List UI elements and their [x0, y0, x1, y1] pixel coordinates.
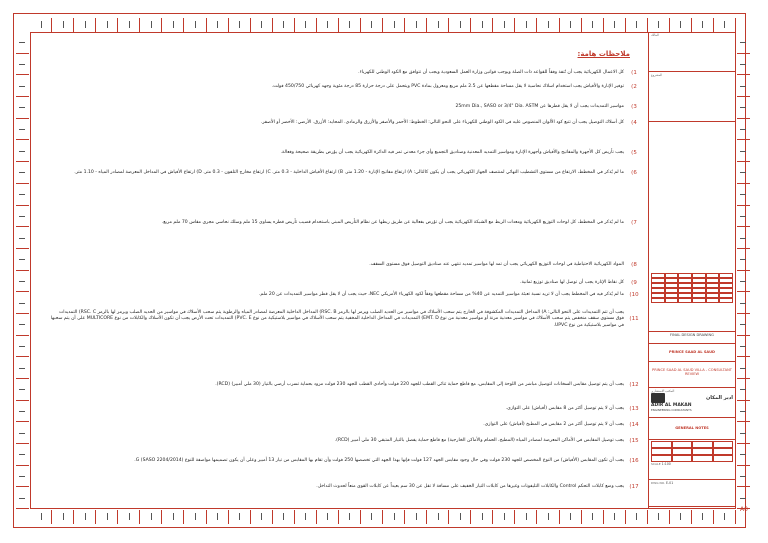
- general-notes: [40, 40, 640, 505]
- note-text: يجب توصيل المقابس في الأماكن المعرضة لمصادر المياه (المطبخ، الحمام والأماكن الخارجية) مع قاطع حماية يفصل بالتيار المتبقي 30 ملي أمبير (RCD).: [334, 438, 624, 443]
- note-item: [50, 292, 640, 298]
- note-number: 6): [631, 170, 637, 176]
- note-text: ما لم يُذكر فيه في المخطط يجب أن لا تزيد نسبة تعبئة مواسير التمديد عن 40% من مساحة مقطعها وفقاً لكود الكهرباء الأمريكي NEC، حيث يجب أن لا يقل قطر مواسير التمديدات عن 20 ملم.: [258, 292, 624, 297]
- note-item: [50, 310, 640, 329]
- sheet-number-label: DWG NO.: [651, 481, 665, 485]
- scale-cell: [649, 440, 735, 480]
- note-number: 1): [631, 70, 637, 76]
- note-text: يجب أن لا يتم توصيل أكثر من 2 مقابس في المطبخ (أفياش) على التوازي.: [483, 422, 624, 427]
- note-item: [50, 406, 640, 412]
- drawing-title: FINAL DESIGN DRAWING: [649, 332, 735, 344]
- note-text: يجب أن يتم توصيل مقابس السخانات لتوصيل مباشر من اللوحة إلى المقابس، مع قاطع حماية ثنائي القطب للجهد 220 فولت وأحادي القطب للجهد 230 فولت مزود بحماية تسرب أرضي بالتيار (30 ملي أمبير) (RCD).: [215, 382, 624, 387]
- note-text: كل الاعمال الكهربائية يجب أن تُنفذ وفقاً للقواعد ذات الصلة ويوجب قوانين وزارة العمل السعودية ويجب أن تتوافق مع الكود الوطني للكهرباء.: [358, 70, 624, 75]
- note-text: ما لم يُذكر في المخطط، الارتفاع من مستوى التشطيب النهائي لمنتصف الجهاز الكهربائي يجب أن يكون كالتالي: A) ارتفاع مفاتيح الإنارة - 1.20 متر. B) ارتفاع الأفياش الداخلية - 0.3 متر. C) ارتفاع مخارج التلفون - 0.3 متر. D) ارتفاع الأفياش في المداخل المعرضة لمصادر المياه - 1.10 متر.: [74, 170, 624, 175]
- note-text: توفير الإنارة والأفياش يجب استخدام اسلاك نحاسية لا يقل مساحة مقطعها عن 2.5 ملم مربع ومعزول بمادة PVC ويتحمل على درجة حرارة 85 درجة مئوية وجهد كهربائي 450/750 فولت.: [271, 84, 624, 89]
- note-number: 4): [631, 120, 637, 126]
- note-text: ما لم يُذكر في المخطط، كل لوحات التوزيع الكهربائية ومعدات الربط مع الشبكة الكهربائية يجب أن تؤرض بفعالية عن طريق ربطها عن نظام التأريض المبني باستخدام قضيب تأريض قطره يساوي 15 ملم وسلك نحاسي مجرى مقاس 70 ملم مربع.: [161, 220, 624, 225]
- note-text: يجب تأريض كل الأجهزة والمفاتيح والأفياش وأجهزة الإنارة ومواسير التمديد المعدنية وصناديق التجميع وأي جزء معدني تمر فيه الدائرة الكهربائية يجب أن يؤرض بطريقة صحيحة وفعالة.: [280, 150, 624, 155]
- sheet-title: GENERAL NOTES: [649, 418, 735, 440]
- note-item: [50, 262, 640, 268]
- project-cell: [649, 72, 735, 122]
- note-number: 3): [631, 104, 637, 110]
- note-number: 15): [629, 438, 639, 444]
- project-label: المشروع: [651, 73, 663, 77]
- note-text: يجب أن لا يتم توصيل أكثر من 8 مقابس (أفياش) على التوازي.: [505, 406, 624, 411]
- note-number: 2): [631, 84, 637, 90]
- left-ruler: [16, 32, 29, 509]
- note-item: [50, 84, 640, 90]
- note-text: مواسير التمديدات يجب أن لا يقل قطرها عن 25mm Dia., SASO or 3/4" Dia. ASTM: [455, 104, 624, 109]
- note-number: 14): [629, 422, 639, 428]
- consultant-cell: [649, 388, 735, 418]
- note-number: 7): [631, 220, 637, 226]
- scale-value: 1:100: [661, 462, 671, 466]
- owner-label: المالك: [651, 33, 659, 37]
- note-item: [50, 70, 640, 76]
- notes-title: ملاحظات هامة:: [577, 50, 630, 58]
- note-item: [50, 170, 640, 176]
- consultant-subtitle: ENGINEERING CONSULTANTS: [651, 408, 692, 412]
- consultant-label: المكتب الاستشاري: [651, 389, 675, 393]
- note-item: [50, 280, 640, 286]
- note-item: [50, 422, 640, 428]
- consultant-name: ADIR AL MAKAN: [651, 403, 692, 408]
- right-ruler: [737, 32, 750, 509]
- note-item: [50, 484, 640, 490]
- note-number: 10): [629, 292, 639, 298]
- note-number: 12): [629, 382, 639, 388]
- note-item: [50, 458, 640, 464]
- note-item: [50, 220, 640, 226]
- note-text: يجب أن تتم التمديدات على النحو التالي: A) المداخل التمديدات المكشوفة في الخارج يتم سحب الأسلاك في مواسير من الحديد الصلب ويرمز لها بالرمز RSC. B) المداخل الداخلية المعرضة لمصادر المياه والرطوبة يتم سحب الأسلاك في مواسير من الحديد الصلب ويرمز لها بالرمز RSC. C) التمديدات فوق مستوى سقف منخفض يتم سحب الأسلاك في مواسير معدنية مرنة أو مواسير معدنية من نوع EMT. D) التمديدات في المداخل الداخلية المخفية يتم سحب الأسلاك في مواسير بلاستيكية من نوع PVC. E) التمديدات تحت الأرض يجب أن تكون الأسلاك والكابلات من نوع MULTICORE على أن يتم سحبها في مواسير بلاستيكية من نوع UPVC.: [50, 310, 624, 328]
- revisions-cell: [649, 122, 735, 332]
- bottom-ruler: [30, 510, 736, 524]
- note-text: كل أسلاك التوصيل يجب أن تتبع كود الألوان المنصوص عليه في الكود الوطني للكهرباء على النحو التالي: الخطوط: الأحمر والأصفر والأزرق والرمادي. المحايد: الأزرق. الأرضي: الأخضر أو الأصفر.: [260, 120, 624, 125]
- consultant-name-ar: ادير المكان: [705, 395, 733, 401]
- note-item: [50, 150, 640, 156]
- project-name: PRINCE SAAD AL SAUD: [649, 344, 735, 362]
- note-text: المواد الكهربائية الاحتياطية في لوحات التوزيع الكهربائي يجب أن تمد لها مواسير تمديد تنتهي عند صناديق التوصيل فوق مستوى السقف.: [369, 262, 624, 267]
- sheet-number-value: E-01: [666, 481, 674, 485]
- note-number: 11): [629, 316, 639, 323]
- title-block: [648, 32, 736, 509]
- sheet-size-label: A0: [740, 506, 748, 513]
- sheet-number-cell: [649, 480, 735, 507]
- note-item: [50, 382, 640, 388]
- note-number: 9): [631, 280, 637, 286]
- note-number: 5): [631, 150, 637, 156]
- consultant-logo-icon: [651, 393, 665, 403]
- note-item: [50, 438, 640, 444]
- note-item: [50, 104, 640, 110]
- consultant-logo: [651, 393, 733, 403]
- note-number: 16): [629, 458, 639, 464]
- revision-table: [651, 273, 733, 303]
- note-number: 17): [629, 484, 639, 490]
- project-description: PRINCE SAAD AL SAUD VILLA - CONSULTANT REVIEW: [649, 362, 735, 388]
- note-text: يجب أن تكون المقابس (الأفياش) من النوع المخصص للجهد 230 فولت وفي حال وجود مقابس الجهد 127 فولت فإنها بهذا الجهد التي تخصصها 250 فولت وأن تقام بها المقابس من تيار 13 أمبير وعلى أن يكون تصميمها مواصفة للنوع G (SASO 2204/2014).: [134, 458, 624, 463]
- note-text: يجب وضع كابلات التحكم Control والكابلات التليفونات وغيرها من كابلات التيار الخفيف على مسافة لا تقل عن 30 سم بعيداً عن كابلات القوى منعاً لحدوث التداخل.: [316, 484, 624, 489]
- note-number: 8): [631, 262, 637, 268]
- owner-cell: [649, 32, 735, 72]
- note-number: 13): [629, 406, 639, 412]
- note-item: [50, 120, 640, 126]
- note-text: كل نقاط الإنارة يجب أن توصل لها صناديق توزيع ثمانية.: [520, 280, 624, 285]
- scale-label: SCALE: [651, 462, 661, 466]
- top-ruler: [30, 18, 736, 32]
- info-table: [651, 441, 733, 462]
